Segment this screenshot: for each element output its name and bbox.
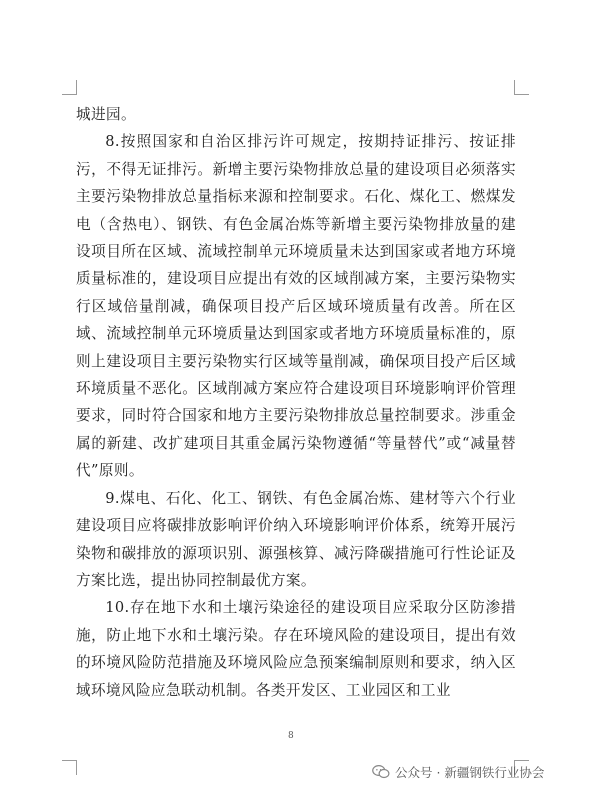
crop-mark-top-left xyxy=(62,80,77,95)
page-number: 8 xyxy=(288,731,294,741)
crop-mark-bottom-left xyxy=(62,760,77,775)
paragraph-8: 8.按照国家和自治区排污许可规定，按期持证排污、按证排污，不得无证排污。新增主要污染物排放总量的建设项目必须落实主要污染物排放总量指标来源和控制要求。石化、煤化工、燃煤发电（含热电）、钢铁、有色金属冶炼等新增主要污染物排放量的建设项目所在区域、流域控制单元环境质量未达到国家或者地方环境质量标准的，建设项目应提出有效的区域削减方案，主要污染物实行区域倍量削减，确保项目投产后区域环境质量有改善。所在区域、流域控制单元环境质量达到国家或者地方环境质量标准的，原则上建设项目主要污染物实行区域等量削减，确保项目投产后区域环境质量不恶化。区域削减方案应符合建设项目环境影响评价管理要求，同时符合国家和地方主要污染物排放总量控制要求。涉重金属的新建、改扩建项目其重金属污染物遵循“等量替代”或“减量替代”原则。 xyxy=(76,133,516,480)
crop-mark-top-right xyxy=(514,80,529,95)
wechat-icon xyxy=(372,764,390,780)
watermark xyxy=(372,763,544,781)
paragraph-continuation: 城进园。 xyxy=(76,106,136,123)
document-body xyxy=(76,101,516,704)
paragraph-10: 10.存在地下水和土壤污染途径的建设项目应采取分区防渗措施，防止地下水和土壤污染。存在环境风险的建设项目，提出有效的环境风险防范措施及环境风险应急预案编制原则和要求，纳入区域环境风险应急联动机制。各类开发区、工业园区和工业 xyxy=(76,599,516,699)
paragraph-9: 9.煤电、石化、化工、钢铁、有色金属冶炼、建材等六个行业建设项目应将碳排放影响评价纳入环境影响评价体系，统筹开展污染物和碳排放的源项识别、源强核算、减污降碳措施可行性论证及方案比选，提出协同控制最优方案。 xyxy=(76,489,516,589)
watermark-text: 公众号 · 新疆钢铁行业协会 xyxy=(395,765,545,780)
